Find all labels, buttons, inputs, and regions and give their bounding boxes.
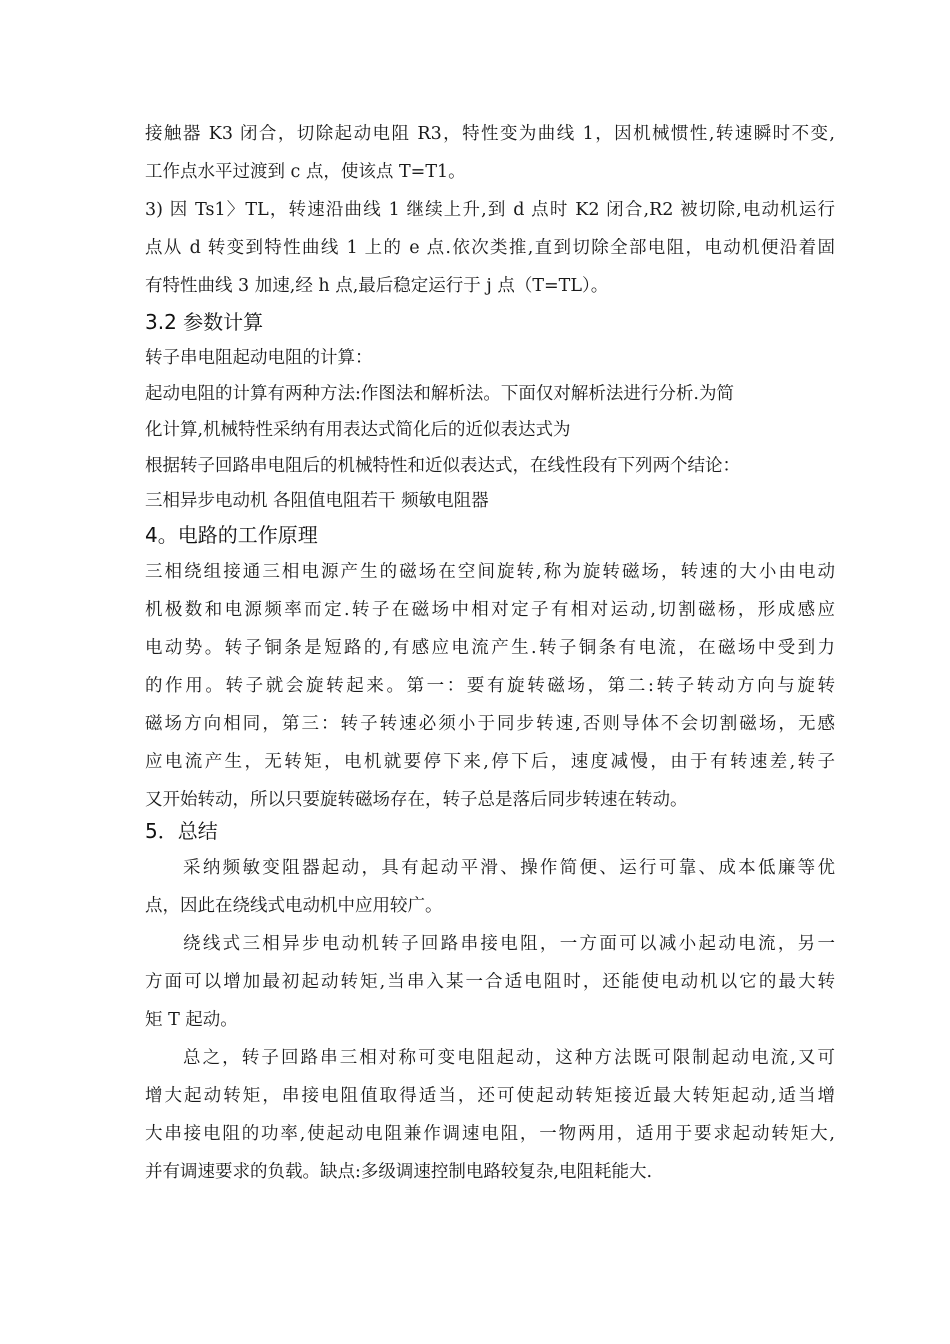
text-line: 工作点水平过渡到 c 点，使该点 T=T1。 bbox=[145, 162, 466, 182]
text-line: 机极数和电源频率而定.转子在磁场中相对定子有相对运动,切割磁杨，形成感应 bbox=[145, 600, 835, 620]
text-line: 电动势。转子铜条是短路的,有感应电流产生.转子铜条有电流，在磁场中受到力 bbox=[145, 638, 835, 658]
text-line: 三相绕组接通三相电源产生的磁场在空间旋转,称为旋转磁场，转速的大小由电动 bbox=[145, 562, 835, 582]
section-heading-4: 4。电路的工作原理 bbox=[145, 523, 318, 547]
text-line: 应电流产生，无转矩，电机就要停下来,停下后，速度减慢，由于有转速差,转子 bbox=[145, 752, 835, 772]
text-line: 三相异步电动机 各阻值电阻若干 频敏电阻器 bbox=[145, 491, 489, 511]
text-line: 磁场方向相同，第三：转子转速必须小于同步转速,否则导体不会切割磁场，无感 bbox=[145, 714, 835, 734]
text-line: 绕线式三相异步电动机转子回路串接电阻，一方面可以减小起动电流，另一 bbox=[183, 934, 835, 954]
text-line: 矩 T 起动。 bbox=[145, 1010, 238, 1030]
text-line: 的作用。转子就会旋转起来。第一：要有旋转磁场，第二:转子转动方向与旋转 bbox=[145, 676, 835, 696]
text-line: 采纳频敏变阻器起动，具有起动平滑、操作简便、运行可靠、成本低廉等优 bbox=[183, 858, 835, 878]
text-line: 根据转子回路串电阻后的机械特性和近似表达式，在线性段有下列两个结论： bbox=[145, 456, 740, 476]
section-heading-5: 5．总结 bbox=[145, 819, 218, 843]
text-line: 并有调速要求的负载。缺点:多级调速控制电路较复杂,电阻耗能大. bbox=[145, 1162, 653, 1182]
text-line: 3) 因 Ts1〉TL，转速沿曲线 1 继续上升,到 d 点时 K2 闭合,R2 被切除,电动机运行 bbox=[145, 200, 835, 220]
text-line: 又开始转动，所以只要旋转磁场存在，转子总是落后同步转速在转动。 bbox=[145, 790, 688, 810]
text-line: 点，因此在绕线式电动机中应用较广。 bbox=[145, 896, 443, 916]
text-line: 大串接电阻的功率,使起动电阻兼作调速电阻，一物两用，适用于要求起动转矩大, bbox=[145, 1124, 835, 1144]
text-line: 总之，转子回路串三相对称可变电阻起动，这种方法既可限制起动电流,又可 bbox=[183, 1048, 835, 1068]
text-line: 转子串电阻起动电阻的计算： bbox=[145, 348, 373, 368]
text-line: 起动电阻的计算有两种方法:作图法和解析法。下面仅对解析法进行分析.为简 bbox=[145, 384, 734, 404]
text-line: 化计算,机械特性采纳有用表达式简化后的近似表达式为 bbox=[145, 420, 571, 440]
text-line: 接触器 K3 闭合，切除起动电阻 R3，特性变为曲线 1，因机械惯性,转速瞬时不变, bbox=[145, 124, 835, 144]
text-line: 增大起动转矩，串接电阻值取得适当，还可使起动转矩接近最大转矩起动,适当增 bbox=[145, 1086, 835, 1106]
text-line: 有特性曲线 3 加速,经 h 点,最后稳定运行于 j 点（T=TL）。 bbox=[145, 276, 609, 296]
text-line: 方面可以增加最初起动转矩,当串入某一合适电阻时，还能使电动机以它的最大转 bbox=[145, 972, 835, 992]
text-line: 点从 d 转变到特性曲线 1 上的 e 点.依次类推,直到切除全部电阻，电动机便沿着固 bbox=[145, 238, 835, 258]
section-heading-3-2: 3.2 参数计算 bbox=[145, 310, 264, 334]
